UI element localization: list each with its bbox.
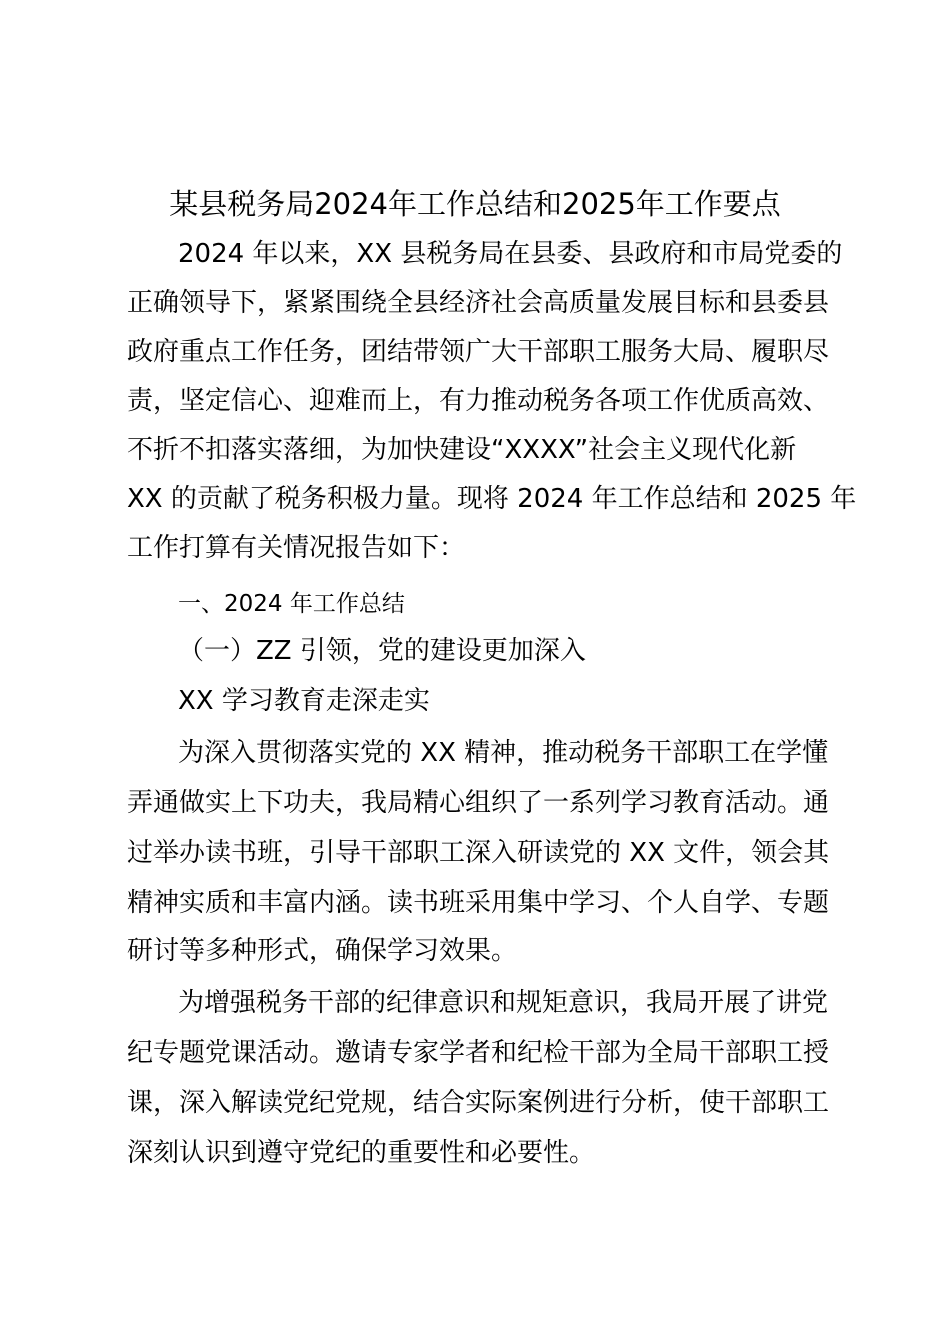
- paragraph2-line-2: 纪专题党课活动。邀请专家学者和纪检干部为全局干部职工授: [127, 1038, 830, 1068]
- intro-line-2: 正确领导下，紧紧围绕全县经济社会高质量发展目标和县委县: [127, 288, 830, 318]
- intro-line-3: 政府重点工作任务，团结带领广大干部职工服务大局、履职尽: [127, 337, 830, 367]
- paragraph1-line-1: 为深入贯彻落实党的 XX 精神，推动税务干部职工在学懂: [178, 738, 829, 768]
- document-title: 某县税务局2024年工作总结和2025年工作要点: [169, 187, 781, 221]
- paragraph1-line-5: 研讨等多种形式，确保学习效果。: [127, 936, 518, 966]
- intro-line-5: 不折不扣落实落细，为加快建设“XXXX”社会主义现代化新: [127, 435, 797, 465]
- paragraph1-line-3: 过举办读书班，引导干部职工深入研读党的 XX 文件，领会其: [127, 838, 830, 868]
- section-heading: 一、2024 年工作总结: [178, 591, 405, 617]
- intro-line-6: XX 的贡献了税务积极力量。现将 2024 年工作总结和 2025 年: [127, 484, 857, 514]
- intro-line-7: 工作打算有关情况报告如下：: [127, 533, 466, 563]
- intro-line-1: 2024 年以来，XX 县税务局在县委、县政府和市局党委的: [178, 239, 843, 269]
- paragraph1-line-2: 弄通做实上下功夫，我局精心组织了一系列学习教育活动。通: [127, 788, 830, 818]
- subsection-heading: （一）ZZ 引领，党的建设更加深入: [178, 636, 586, 666]
- paragraph2-line-4: 深刻认识到遵守党纪的重要性和必要性。: [127, 1138, 596, 1168]
- paragraph2-line-3: 课，深入解读党纪党规，结合实际案例进行分析，使干部职工: [127, 1088, 830, 1118]
- item-heading: XX 学习教育走深走实: [178, 686, 430, 716]
- intro-line-4: 责，坚定信心、迎难而上，有力推动税务各项工作优质高效、: [127, 386, 830, 416]
- paragraph1-line-4: 精神实质和丰富内涵。读书班采用集中学习、个人自学、专题: [127, 888, 830, 918]
- paragraph2-line-1: 为增强税务干部的纪律意识和规矩意识，我局开展了讲党: [178, 988, 829, 1018]
